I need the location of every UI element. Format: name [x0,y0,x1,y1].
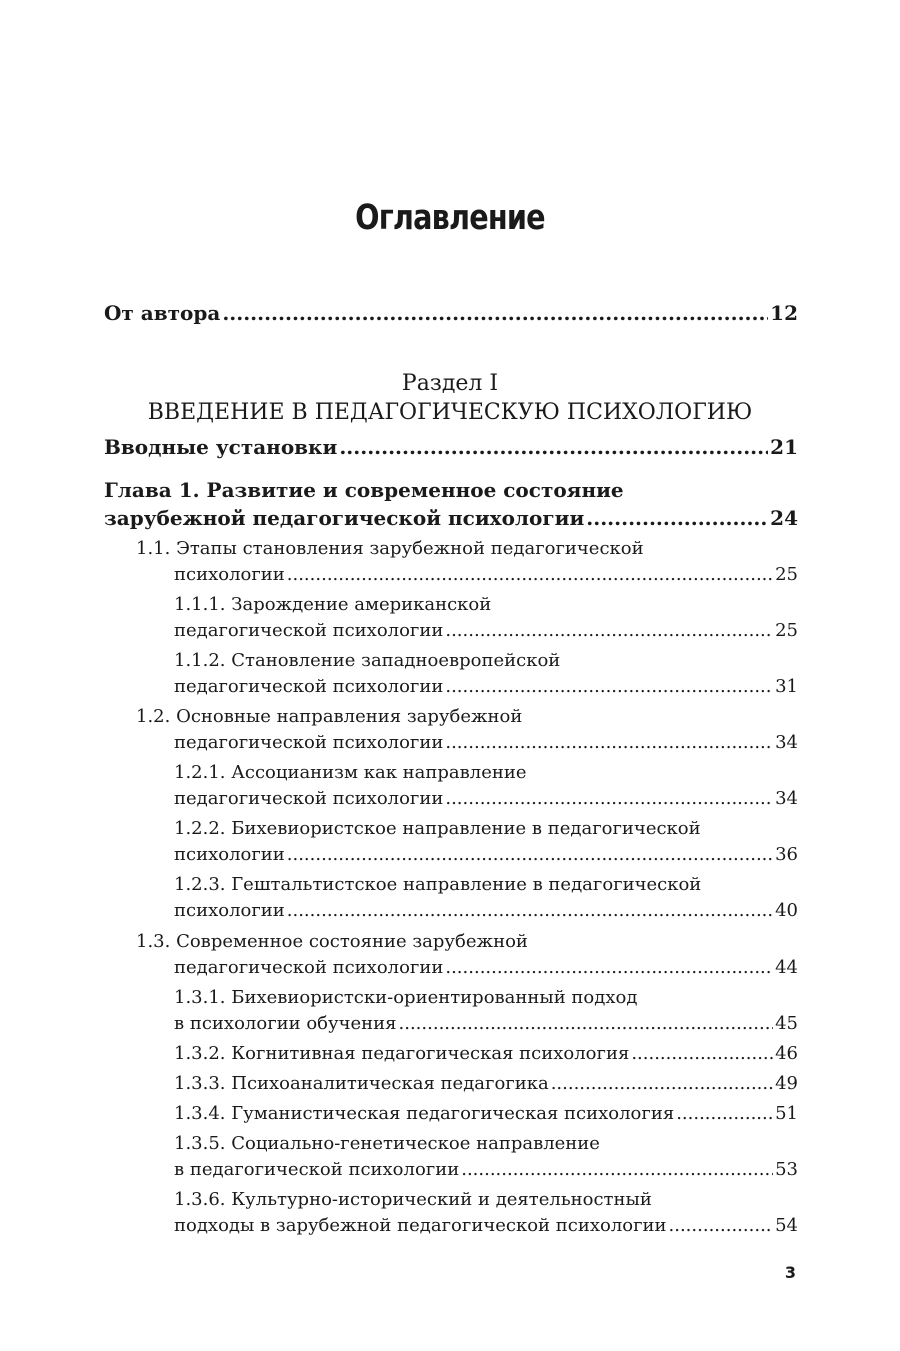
toc-item-title[interactable]: 1.3. Современное состояние зарубежной [136,931,528,952]
toc-page: 51 [775,1103,798,1124]
toc-item-title[interactable]: 1.2.2. Бихевиористское направление в педагогической [174,818,701,839]
toc-page: 12 [770,301,798,325]
section-label: Раздел I [401,371,499,396]
toc-item[interactable] [174,732,798,753]
toc-label: зарубежной педагогической психологии [104,506,585,530]
toc-item[interactable] [174,620,798,641]
toc-item[interactable] [174,1159,798,1180]
toc-item-title[interactable]: 1.3.1. Бихевиористски-ориентированный подход [174,987,638,1008]
toc-page: 45 [775,1013,798,1034]
toc-page: 25 [775,620,798,641]
toc-label: подходы в зарубежной педагогической психологии [174,1215,667,1236]
toc-item[interactable] [174,1103,798,1124]
leader-dots [445,620,773,641]
chapter-title-line1[interactable]: Глава 1. Развитие и современное состояние [104,478,624,502]
leader-dots [669,1215,774,1236]
leader-dots [287,844,773,865]
toc-page: 25 [775,564,798,585]
leader-dots [551,1073,773,1094]
toc-item-title[interactable]: 1.2. Основные направления зарубежной [136,706,523,727]
toc-label: От автора [104,301,221,325]
toc-item[interactable] [174,957,798,978]
toc-label: педагогической психологии [174,957,444,978]
section-name: ВВЕДЕНИЕ В ПЕДАГОГИЧЕСКУЮ ПСИХОЛОГИЮ [147,400,753,425]
toc-item-title[interactable]: 1.1.2. Становление западноевропейской [174,650,561,671]
toc-page: 34 [775,788,798,809]
toc-label: 1.3.3. Психоаналитическая педагогика [174,1073,549,1094]
toc-page: 54 [775,1215,798,1236]
toc-label: психологии [174,900,285,921]
toc-page: 46 [775,1043,798,1064]
toc-item[interactable] [174,1073,798,1094]
leader-dots [676,1103,773,1124]
toc-item[interactable] [174,676,798,697]
toc-label: 1.3.2. Когнитивная педагогическая психология [174,1043,630,1064]
page-title: Оглавление [355,198,545,238]
leader-dots [445,788,773,809]
toc-page: 44 [775,957,798,978]
toc-item-title[interactable]: 1.1.1. Зарождение американской [174,594,492,615]
toc-label: педагогической психологии [174,732,444,753]
toc-label: педагогической психологии [174,788,444,809]
toc-label: 1.3.4. Гуманистическая педагогическая психология [174,1103,675,1124]
toc-item-title[interactable]: 1.2.3. Гештальтистское направление в педагогической [174,874,702,895]
toc-item-title[interactable]: 1.3.5. Социально-генетическое направление [174,1133,600,1154]
toc-page: 36 [775,844,798,865]
leader-dots [287,900,773,921]
toc-entry-chapter-1[interactable] [104,506,798,530]
toc-item-title[interactable]: 1.1. Этапы становления зарубежной педагогической [136,538,644,559]
toc-page: 31 [775,676,798,697]
toc-entry-from-author[interactable] [104,301,798,325]
toc-label: психологии [174,564,285,585]
toc-item[interactable] [174,1043,798,1064]
leader-dots [287,564,773,585]
leader-dots [339,435,768,459]
toc-label: Вводные установки [104,435,338,459]
toc-item[interactable] [174,788,798,809]
toc-item-title[interactable]: 1.3.6. Культурно-исторический и деятельностный [174,1189,652,1210]
toc-item[interactable] [174,564,798,585]
toc-label: в педагогической психологии [174,1159,460,1180]
toc-item[interactable] [174,844,798,865]
leader-dots [222,301,768,325]
toc-label: в психологии обучения [174,1013,397,1034]
leader-dots [445,957,773,978]
leader-dots [399,1013,774,1034]
toc-label: педагогической психологии [174,620,444,641]
toc-item[interactable] [174,1215,798,1236]
toc-page: 21 [770,435,798,459]
toc-item[interactable] [174,900,798,921]
leader-dots [461,1159,773,1180]
toc-page: 34 [775,732,798,753]
toc-page: 40 [775,900,798,921]
toc-page: 53 [775,1159,798,1180]
toc-item[interactable] [174,1013,798,1034]
leader-dots [445,676,773,697]
toc-page: 49 [775,1073,798,1094]
leader-dots [631,1043,773,1064]
toc-item-title[interactable]: 1.2.1. Ассоцианизм как направление [174,762,527,783]
page-number: 3 [784,1263,796,1282]
toc-label: психологии [174,844,285,865]
toc-entry-intro[interactable] [104,435,798,459]
leader-dots [445,732,773,753]
toc-page: 24 [770,506,798,530]
toc-label: педагогической психологии [174,676,444,697]
leader-dots [586,506,768,530]
